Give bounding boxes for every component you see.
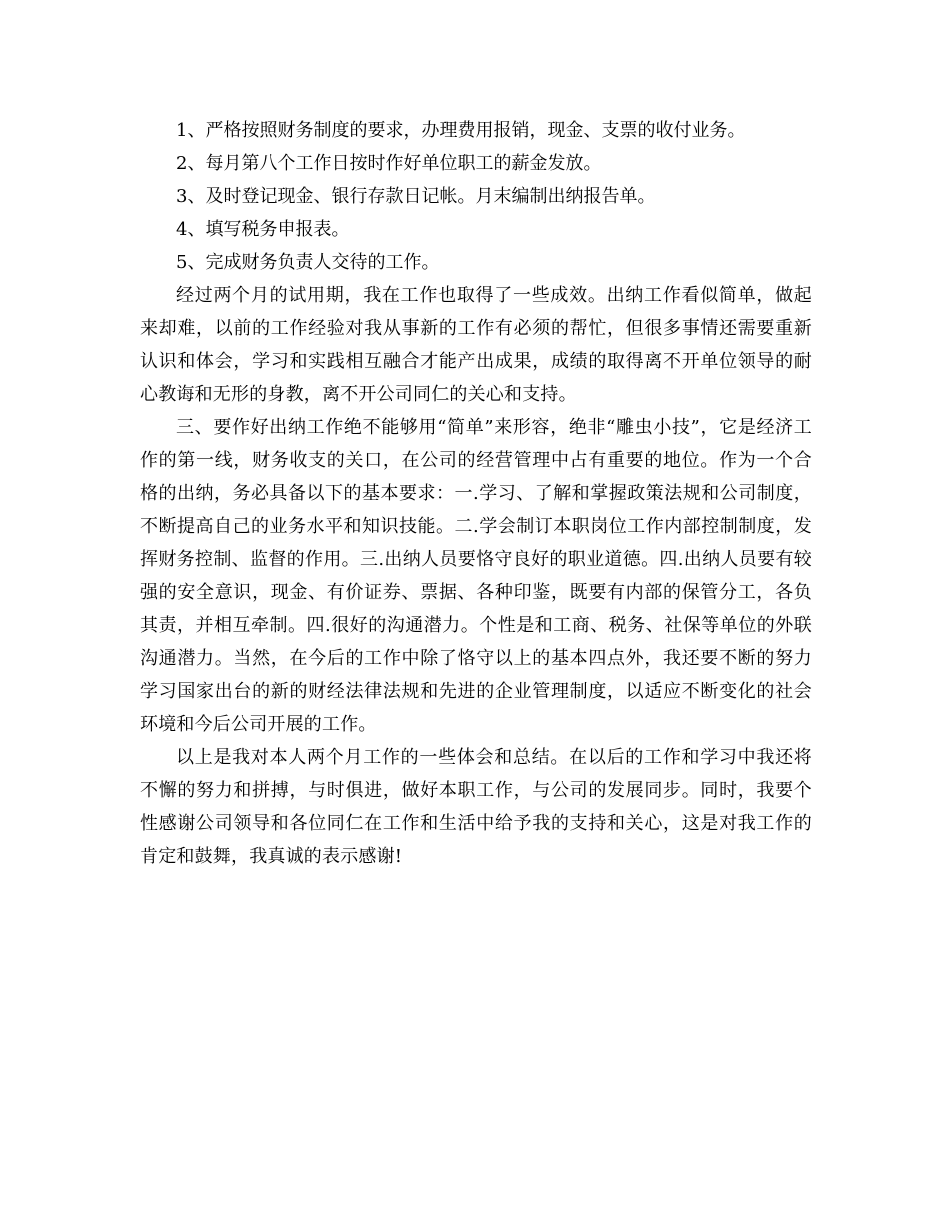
paragraph-results: 经过两个月的试用期，我在工作也取得了一些成效。出纳工作看似简单，做起来却难，以前的工作经验对我从事新的工作有必须的帮忙，但很多事情还需要重新认识和体会，学习和实践相互融合才能产出成果，成绩的取得离不开单位领导的耐心教诲和无形的身教，离不开公司同仁的关心和支持。: [140, 285, 812, 405]
document-page: [140, 114, 812, 873]
list-item: 1、严格按照财务制度的要求，办理费用报销，现金、支票的收付业务。: [176, 120, 746, 141]
list-item: 5、完成财务负责人交待的工作。: [176, 252, 440, 273]
paragraph-conclusion: 以上是我对本人两个月工作的一些体会和总结。在以后的工作和学习中我还将不懈的努力和拼搏，与时俱进，做好本职工作，与公司的发展同步。同时，我要个性感谢公司领导和各位同仁在工作和生活中给予我的支持和关心，这是对我工作的肯定和鼓舞，我真诚的表示感谢!: [140, 747, 812, 867]
duty-list: [140, 114, 812, 279]
list-item: 2、每月第八个工作日按时作好单位职工的薪金发放。: [176, 153, 602, 174]
paragraph-requirements: 三、要作好出纳工作绝不能够用“简单”来形容，绝非“雕虫小技”，它是经济工作的第一线，财务收支的关口，在公司的经营管理中占有重要的地位。作为一个合格的出纳，务必具备以下的基本要求：一.学习、了解和掌握政策法规和公司制度，不断提高自己的业务水平和知识技能。二.学会制订本职岗位工作内部控制制度，发挥财务控制、监督的作用。三.出纳人员要恪守良好的职业道德。四.出纳人员要有较强的安全意识，现金、有价证券、票据、各种印鉴，既要有内部的保管分工，各负其责，并相互牵制。四.很好的沟通潜力。个性是和工商、税务、社保等单位的外联沟通潜力。当然，在今后的工作中除了恪守以上的基本四点外，我还要不断的努力学习国家出台的新的财经法律法规和先进的企业管理制度，以适应不断变化的社会环境和今后公司开展的工作。: [140, 417, 812, 735]
list-item: 3、及时登记现金、银行存款日记帐。月末编制出纳报告单。: [176, 186, 656, 207]
list-item: 4、填写税务申报表。: [176, 219, 350, 240]
